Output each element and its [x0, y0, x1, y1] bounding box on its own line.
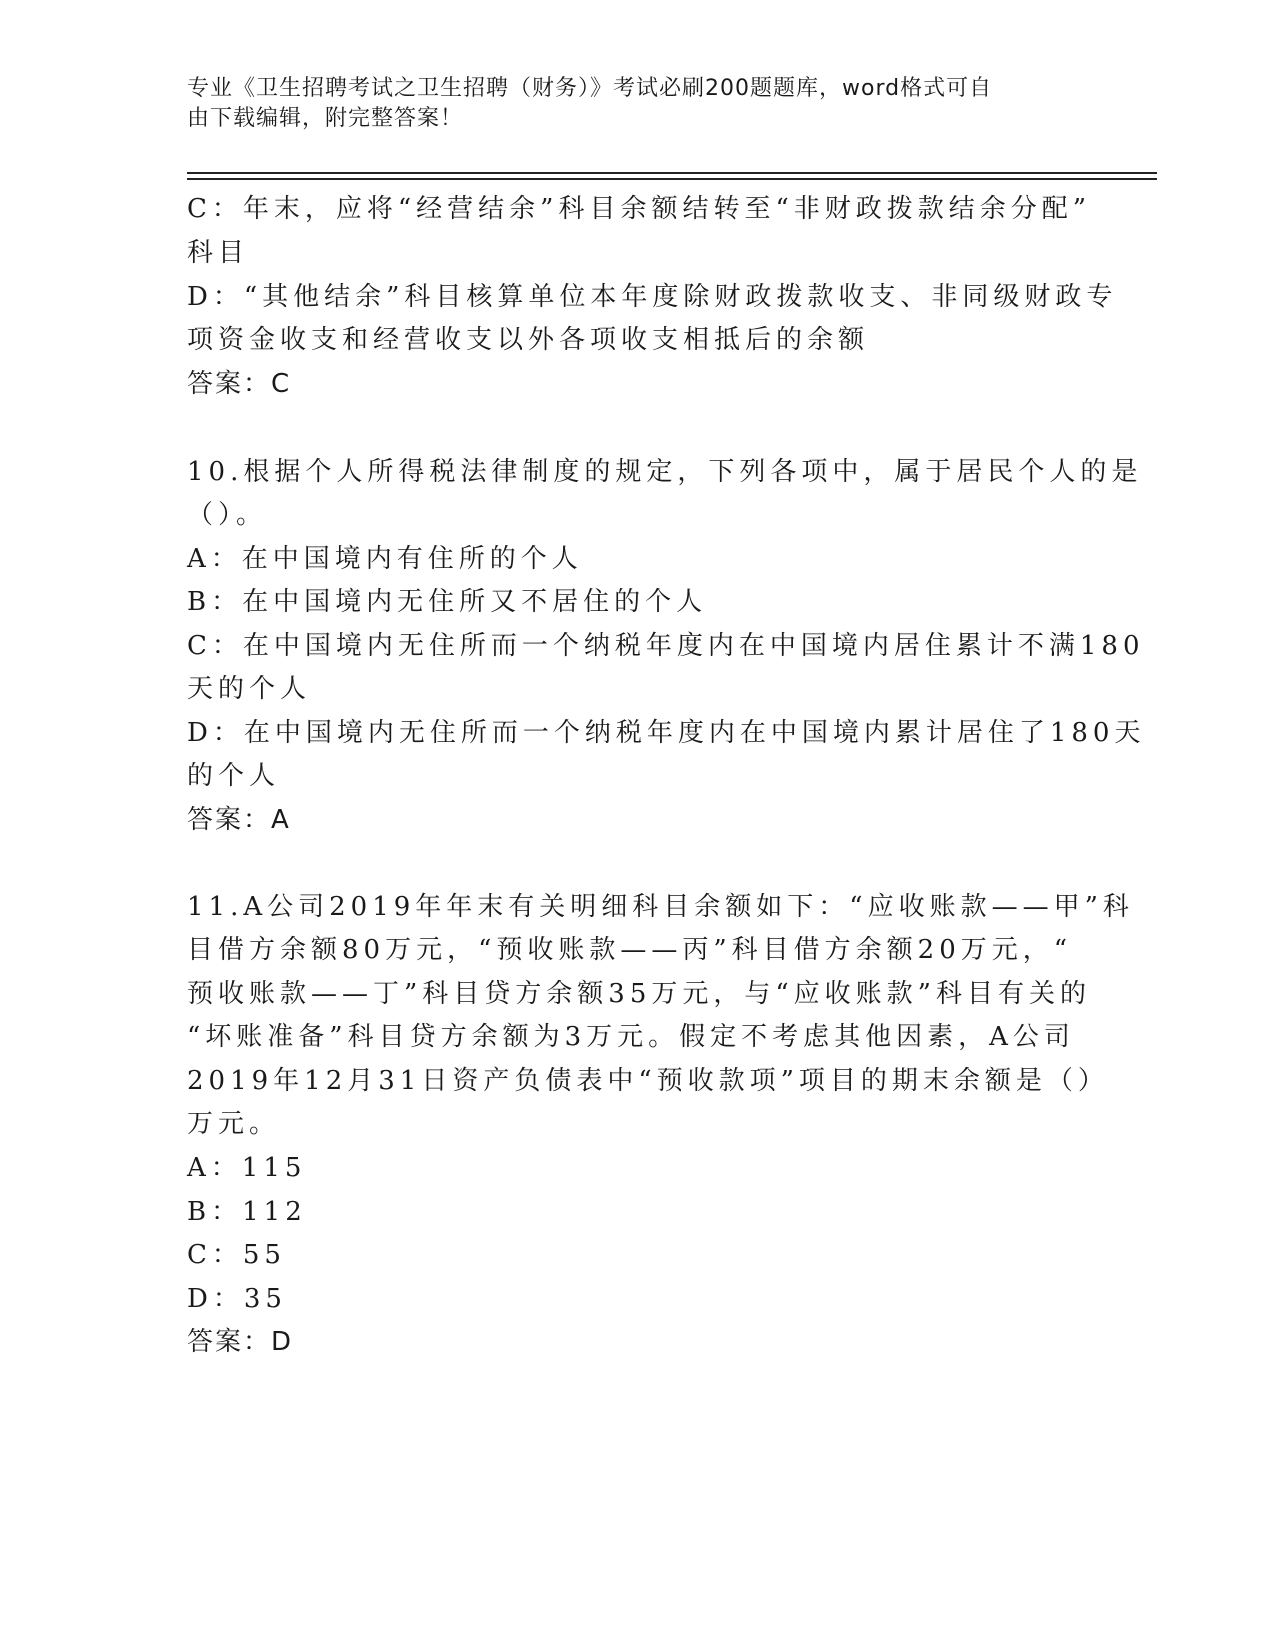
q10-option-a: A：在中国境内有住所的个人 — [187, 544, 583, 574]
q10-stem-line-2: （）。 — [187, 500, 268, 530]
q9-option-c-line-1: C：年末，应将“经营结余”科目余额结转至“非财政拨款结余分配” — [187, 194, 1092, 224]
q11-stem-line-3: 预收账款——丁”科目贷方余额35万元，与“应收账款”科目有关的 — [187, 979, 1091, 1009]
header-rule-top — [187, 172, 1157, 174]
q11-option-c: C：55 — [187, 1240, 286, 1270]
header-rule-bottom — [187, 178, 1157, 180]
q11-option-b: B：112 — [187, 1197, 307, 1227]
q10-option-c-line-2: 天的个人 — [187, 674, 312, 704]
q11-option-d: D：35 — [187, 1284, 287, 1314]
q11-stem-line-6: 万元。 — [187, 1109, 281, 1139]
q11-option-a: A：115 — [187, 1153, 307, 1183]
q9-answer: 答案：C — [187, 369, 292, 399]
q11-stem-line-1: 11.A公司2019年年末有关明细科目余额如下：“应收账款——甲”科 — [187, 892, 1134, 922]
q9-option-d-line-2: 项资金收支和经营收支以外各项收支相抵后的余额 — [187, 325, 870, 355]
q9-option-d-line-1: D：“其他结余”科目核算单位本年度除财政拨款收支、非同级财政专 — [187, 282, 1118, 312]
q11-stem-line-2: 目借方余额80万元，“预收账款——丙”科目借方余额20万元，“ — [187, 935, 1073, 965]
q10-stem-line-1: 10.根据个人所得税法律制度的规定，下列各项中，属于居民个人的是 — [187, 457, 1143, 487]
q10-answer: 答案：A — [187, 805, 291, 835]
q11-stem-line-4: “坏账准备”科目贷方余额为3万元。假定不考虑其他因素，A公司 — [187, 1022, 1075, 1052]
q10-option-d-line-2: 的个人 — [187, 761, 281, 791]
q10-option-b: B：在中国境内无住所又不居住的个人 — [187, 587, 708, 617]
header-text-line-1: 专业《卫生招聘考试之卫生招聘（财务）》考试必刷200题题库，word格式可自 — [187, 76, 993, 101]
q11-stem-line-5: 2019年12月31日资产负债表中“预收款项”项目的期末余额是（） — [187, 1066, 1109, 1096]
q10-option-d-line-1: D：在中国境内无住所而一个纳税年度内在中国境内累计居住了180天 — [187, 718, 1146, 748]
header-text-line-2: 由下载编辑，附完整答案！ — [187, 106, 464, 131]
q9-option-c-line-2: 科目 — [187, 238, 250, 268]
q11-answer: 答案：D — [187, 1327, 294, 1357]
q10-option-c-line-1: C：在中国境内无住所而一个纳税年度内在中国境内居住累计不满180 — [187, 631, 1145, 661]
